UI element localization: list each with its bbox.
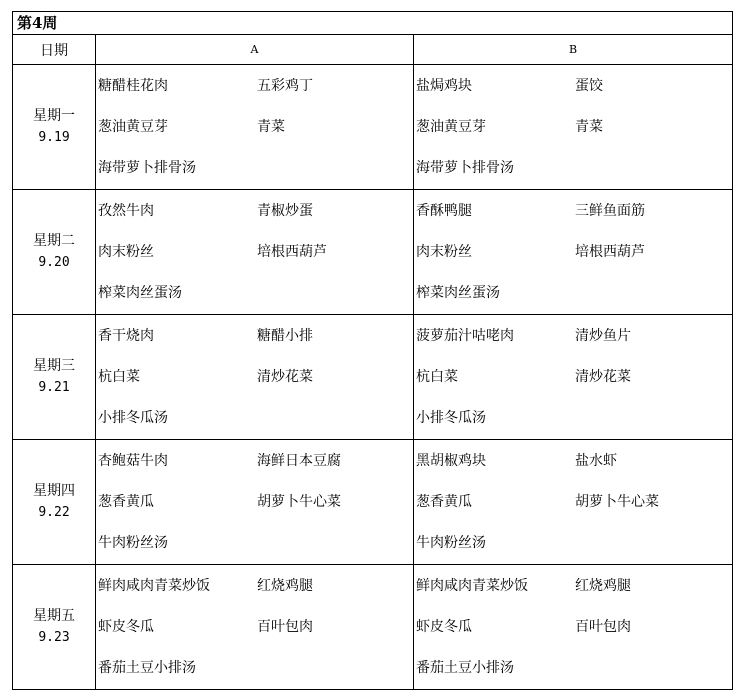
dish: 青菜 <box>257 119 285 135</box>
dish: 杏鲍菇牛肉 <box>98 453 168 469</box>
dish: 青椒炒蛋 <box>257 203 313 219</box>
meal-b <box>414 190 733 315</box>
soup: 牛肉粉丝汤 <box>416 535 486 551</box>
day-row-monday <box>13 65 733 190</box>
dish: 杭白菜 <box>98 369 140 385</box>
dish: 清炒花菜 <box>257 369 313 385</box>
meal-a <box>96 190 414 315</box>
dish: 黑胡椒鸡块 <box>416 453 486 469</box>
dish: 百叶包肉 <box>575 619 631 635</box>
day-name: 星期四 <box>33 483 75 499</box>
day-date: 9.19 <box>38 130 70 145</box>
day-name: 星期一 <box>33 108 75 124</box>
dish: 香干烧肉 <box>98 328 154 344</box>
day-date: 9.20 <box>38 255 70 270</box>
dish: 盐水虾 <box>575 453 617 469</box>
dish: 虾皮冬瓜 <box>416 619 472 635</box>
weekly-menu-table <box>12 11 733 690</box>
week-title-row <box>13 12 733 35</box>
dish: 青菜 <box>575 119 603 135</box>
dish: 菠萝茄汁咕咾肉 <box>416 328 514 344</box>
dish: 培根西葫芦 <box>575 244 645 260</box>
dish: 葱香黄瓜 <box>416 494 472 510</box>
soup: 榨菜肉丝蛋汤 <box>98 285 182 301</box>
day-date: 9.23 <box>38 630 70 645</box>
dish: 虾皮冬瓜 <box>98 619 154 635</box>
dish: 葱油黄豆芽 <box>98 119 168 135</box>
header-plan-a: A <box>96 35 414 65</box>
soup: 牛肉粉丝汤 <box>98 535 168 551</box>
soup: 番茄土豆小排汤 <box>416 660 514 676</box>
header-plan-b: B <box>414 35 733 65</box>
week-title: 第4周 <box>13 12 733 35</box>
dish: 海鲜日本豆腐 <box>257 453 341 469</box>
meal-b <box>414 315 733 440</box>
day-row-wednesday <box>13 315 733 440</box>
dish: 盐焗鸡块 <box>416 78 472 94</box>
dish: 百叶包肉 <box>257 619 313 635</box>
day-date: 9.22 <box>38 505 70 520</box>
dish: 五彩鸡丁 <box>257 78 313 94</box>
dish: 孜然牛肉 <box>98 203 154 219</box>
dish: 肉末粉丝 <box>98 244 154 260</box>
day-row-friday <box>13 565 733 690</box>
dish: 胡萝卜牛心菜 <box>257 494 341 510</box>
dish: 杭白菜 <box>416 369 458 385</box>
soup: 榨菜肉丝蛋汤 <box>416 285 500 301</box>
dish: 蛋饺 <box>575 78 603 94</box>
day-cell <box>13 565 96 690</box>
dish: 胡萝卜牛心菜 <box>575 494 659 510</box>
dish: 香酥鸭腿 <box>416 203 472 219</box>
day-cell <box>13 65 96 190</box>
dish: 红烧鸡腿 <box>257 578 313 594</box>
meal-b <box>414 65 733 190</box>
header-row <box>13 35 733 65</box>
dish: 鲜肉咸肉青菜炒饭 <box>98 578 210 594</box>
soup: 番茄土豆小排汤 <box>98 660 196 676</box>
dish: 培根西葫芦 <box>257 244 327 260</box>
meal-b <box>414 440 733 565</box>
meal-b <box>414 565 733 690</box>
day-name: 星期二 <box>33 233 75 249</box>
header-date: 日期 <box>13 35 96 65</box>
dish: 三鲜鱼面筋 <box>575 203 645 219</box>
day-date: 9.21 <box>38 380 70 395</box>
day-name: 星期三 <box>33 358 75 374</box>
dish: 肉末粉丝 <box>416 244 472 260</box>
day-row-tuesday <box>13 190 733 315</box>
soup: 小排冬瓜汤 <box>98 410 168 426</box>
dish: 糖醋小排 <box>257 328 313 344</box>
day-cell <box>13 440 96 565</box>
dish: 鲜肉咸肉青菜炒饭 <box>416 578 528 594</box>
dish: 红烧鸡腿 <box>575 578 631 594</box>
day-cell <box>13 315 96 440</box>
soup: 小排冬瓜汤 <box>416 410 486 426</box>
dish: 葱香黄瓜 <box>98 494 154 510</box>
dish: 清炒鱼片 <box>575 328 631 344</box>
day-row-thursday <box>13 440 733 565</box>
meal-a <box>96 440 414 565</box>
meal-a <box>96 65 414 190</box>
dish: 葱油黄豆芽 <box>416 119 486 135</box>
meal-a <box>96 315 414 440</box>
soup: 海带萝卜排骨汤 <box>98 160 196 176</box>
day-cell <box>13 190 96 315</box>
dish: 糖醋桂花肉 <box>98 78 168 94</box>
soup: 海带萝卜排骨汤 <box>416 160 514 176</box>
day-name: 星期五 <box>33 608 75 624</box>
meal-a <box>96 565 414 690</box>
dish: 清炒花菜 <box>575 369 631 385</box>
